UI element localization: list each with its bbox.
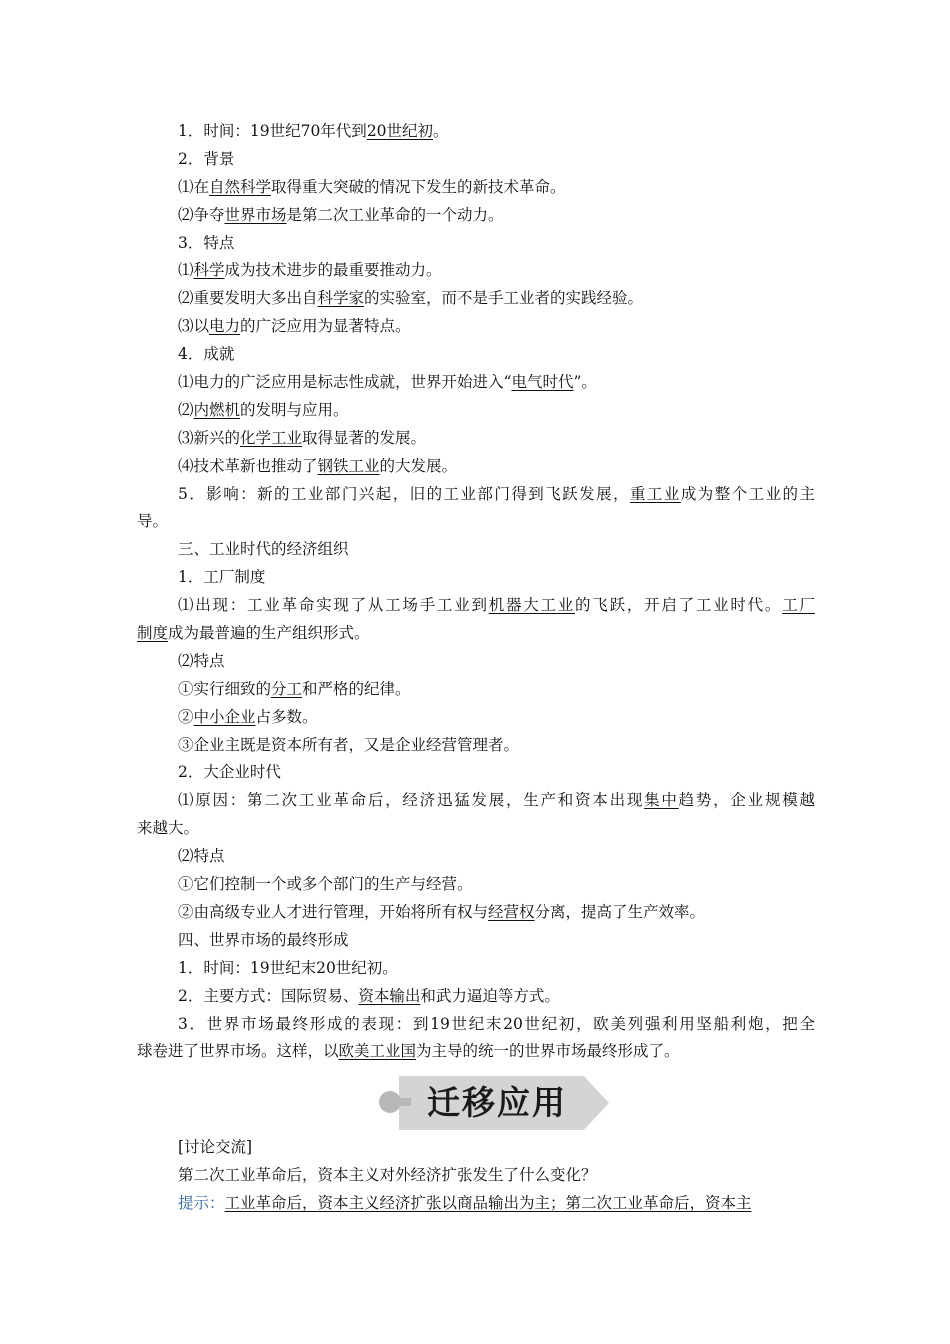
line-text: ⑵特点 [178, 847, 225, 866]
line-text: 和严格的纪律。 [302, 679, 411, 698]
line-text: ⑵特点 [178, 651, 225, 670]
hint-label: 提示： [178, 1193, 225, 1212]
line-text: 4．成就 [178, 345, 235, 364]
discussion-hint [137, 1190, 815, 1218]
line-text: 和武力逼迫等方式。 [420, 986, 560, 1005]
line-text: 的大发展。 [379, 456, 458, 475]
line-text: 球卷进了世界市场。这样，以 [137, 1042, 339, 1061]
answer-term: 欧美工业国 [338, 1042, 417, 1061]
section-banner [377, 1076, 617, 1130]
text-line [137, 620, 815, 648]
text-line [137, 397, 815, 425]
text-line [137, 787, 815, 815]
line-text: 的广泛应用为显著特点。 [240, 317, 411, 336]
text-line [137, 174, 815, 202]
text-line [137, 871, 815, 899]
answer-term: 工厂 [782, 596, 815, 615]
text-line [137, 927, 815, 955]
line-text: 三、工业时代的经济组织 [178, 540, 349, 559]
discussion-question: 第二次工业革命后，资本主义对外经济扩张发生了什么变化？ [178, 1165, 597, 1184]
text-line [137, 732, 815, 760]
answer-term: 中小企业 [193, 707, 256, 726]
line-text: 来越大。 [137, 819, 200, 838]
answer-term: 电力 [209, 317, 241, 336]
document-body [137, 118, 815, 1066]
line-text: 1．时间：19世纪末20世纪初。 [178, 958, 398, 977]
answer-term: 世界市场 [224, 205, 287, 224]
line-text: 分离，提高了生产效率。 [534, 902, 706, 921]
line-text: 的飞跃，开启了工业时代。 [575, 596, 783, 615]
line-text: ⑴原因：第二次工业革命后，经济迅猛发展，生产和资本出现 [178, 791, 645, 810]
text-line [137, 313, 815, 341]
line-text: ② [178, 707, 194, 726]
text-line [137, 676, 815, 704]
answer-term: 集中 [644, 791, 679, 810]
text-line [137, 453, 815, 481]
text-line [137, 648, 815, 676]
line-text: 1．时间：19世纪70年代到 [178, 122, 367, 140]
line-text: 是第二次工业革命的一个动力。 [286, 205, 504, 224]
answer-term: 化学工业 [240, 428, 303, 447]
line-text: 成为技术进步的最重要推动力。 [224, 261, 442, 280]
text-line [137, 815, 815, 843]
line-text: ②由高级专业人才进行管理，开始将所有权与 [178, 902, 489, 921]
line-text: ①实行细致的 [178, 679, 272, 698]
text-line [137, 118, 815, 146]
line-text: ⑴出现：工业革命实现了从工场手工业到 [178, 596, 489, 615]
line-text: 的发明与应用。 [240, 400, 349, 419]
text-line [137, 899, 815, 927]
line-text: 2．大企业时代 [178, 763, 281, 782]
line-text: ”。 [573, 373, 597, 392]
line-text: ③企业主既是资本所有者，又是企业经营管理者。 [178, 735, 520, 754]
answer-term: 自然科学 [209, 177, 272, 196]
line-text: 5．影响：新的工业部门兴起，旧的工业部门得到飞跃发展， [178, 484, 630, 503]
line-text: 1．工厂制度 [178, 568, 266, 587]
line-text: 成为最普遍的生产组织形式。 [168, 624, 370, 643]
line-text: ⑴ [178, 261, 194, 280]
line-text: 2．主要方式：国际贸易、 [178, 986, 359, 1005]
text-line [137, 146, 815, 174]
line-text: ⑵争夺 [178, 205, 225, 224]
banner-title: 迁移应用 [427, 1083, 567, 1122]
line-text: 取得显著的发展。 [302, 428, 427, 447]
text-line [137, 285, 815, 313]
text-line [137, 425, 815, 453]
text-line [137, 202, 815, 230]
line-text: ⑶以 [178, 317, 210, 336]
text-line [137, 369, 815, 397]
answer-term: 重工业 [629, 484, 681, 503]
line-text: ⑴在 [178, 177, 210, 196]
text-line [137, 341, 815, 369]
line-text: ⑴电力的广泛应用是标志性成就，世界开始进入“ [178, 373, 512, 392]
line-text: 成为整个工业的主 [680, 484, 815, 503]
text-line [137, 257, 815, 285]
discussion-section [137, 1134, 815, 1218]
hint-text: 工业革命后，资本主义经济扩张以商品输出为主；第二次工业革命后，资本主 [224, 1193, 752, 1212]
text-line [137, 1011, 815, 1039]
text-line [137, 843, 815, 871]
line-text: ①它们控制一个或多个部门的生产与经营。 [178, 875, 473, 894]
answer-term: 分工 [271, 679, 303, 698]
line-text: 占多数。 [255, 707, 318, 726]
line-text: 导。 [137, 512, 169, 531]
answer-term: 经营权 [488, 902, 535, 921]
answer-term: 制度 [137, 624, 169, 643]
line-text: 取得重大突破的情况下发生的新技术革命。 [271, 177, 566, 196]
banner-dot-icon [379, 1091, 401, 1113]
text-line [137, 564, 815, 592]
line-text: 为主导的统一的世界市场最终形成了。 [416, 1042, 680, 1061]
answer-term: 20世纪初 [366, 122, 434, 140]
text-line [137, 704, 815, 732]
line-text: ⑷技术革新也推动了 [178, 456, 318, 475]
answer-term: 科学家 [317, 289, 365, 308]
line-text: 趋势，企业规模越 [678, 791, 815, 810]
line-text: ⑵重要发明大多出自 [178, 289, 318, 308]
line-text: ⑶新兴的 [178, 428, 241, 447]
answer-term: 资本输出 [358, 986, 421, 1005]
line-text: 2．背景 [178, 149, 235, 168]
line-text: 四、世界市场的最终形成 [178, 930, 349, 949]
text-line [137, 230, 815, 258]
answer-term: 内燃机 [193, 400, 241, 419]
answer-term: 电气时代 [511, 373, 574, 392]
text-line [137, 1038, 815, 1066]
text-line [137, 508, 815, 536]
line-text: 3．特点 [178, 233, 235, 252]
answer-term: 钢铁工业 [317, 456, 380, 475]
line-text: ⑵ [178, 400, 194, 419]
line-text: 。 [433, 122, 449, 140]
answer-term: 科学 [193, 261, 225, 280]
text-line [137, 983, 815, 1011]
line-text: 的实验室，而不是手工业者的实践经验。 [364, 289, 644, 308]
discussion-heading: [讨论交流] [178, 1138, 253, 1156]
text-line [137, 759, 815, 787]
text-line [137, 536, 815, 564]
answer-term: 机器大工业 [488, 596, 576, 615]
line-text: 3．世界市场最终形成的表现：到19世纪末20世纪初，欧美列强利用坚船利炮，把全 [178, 1014, 815, 1033]
text-line [137, 955, 815, 983]
text-line [137, 481, 815, 509]
text-line [137, 592, 815, 620]
